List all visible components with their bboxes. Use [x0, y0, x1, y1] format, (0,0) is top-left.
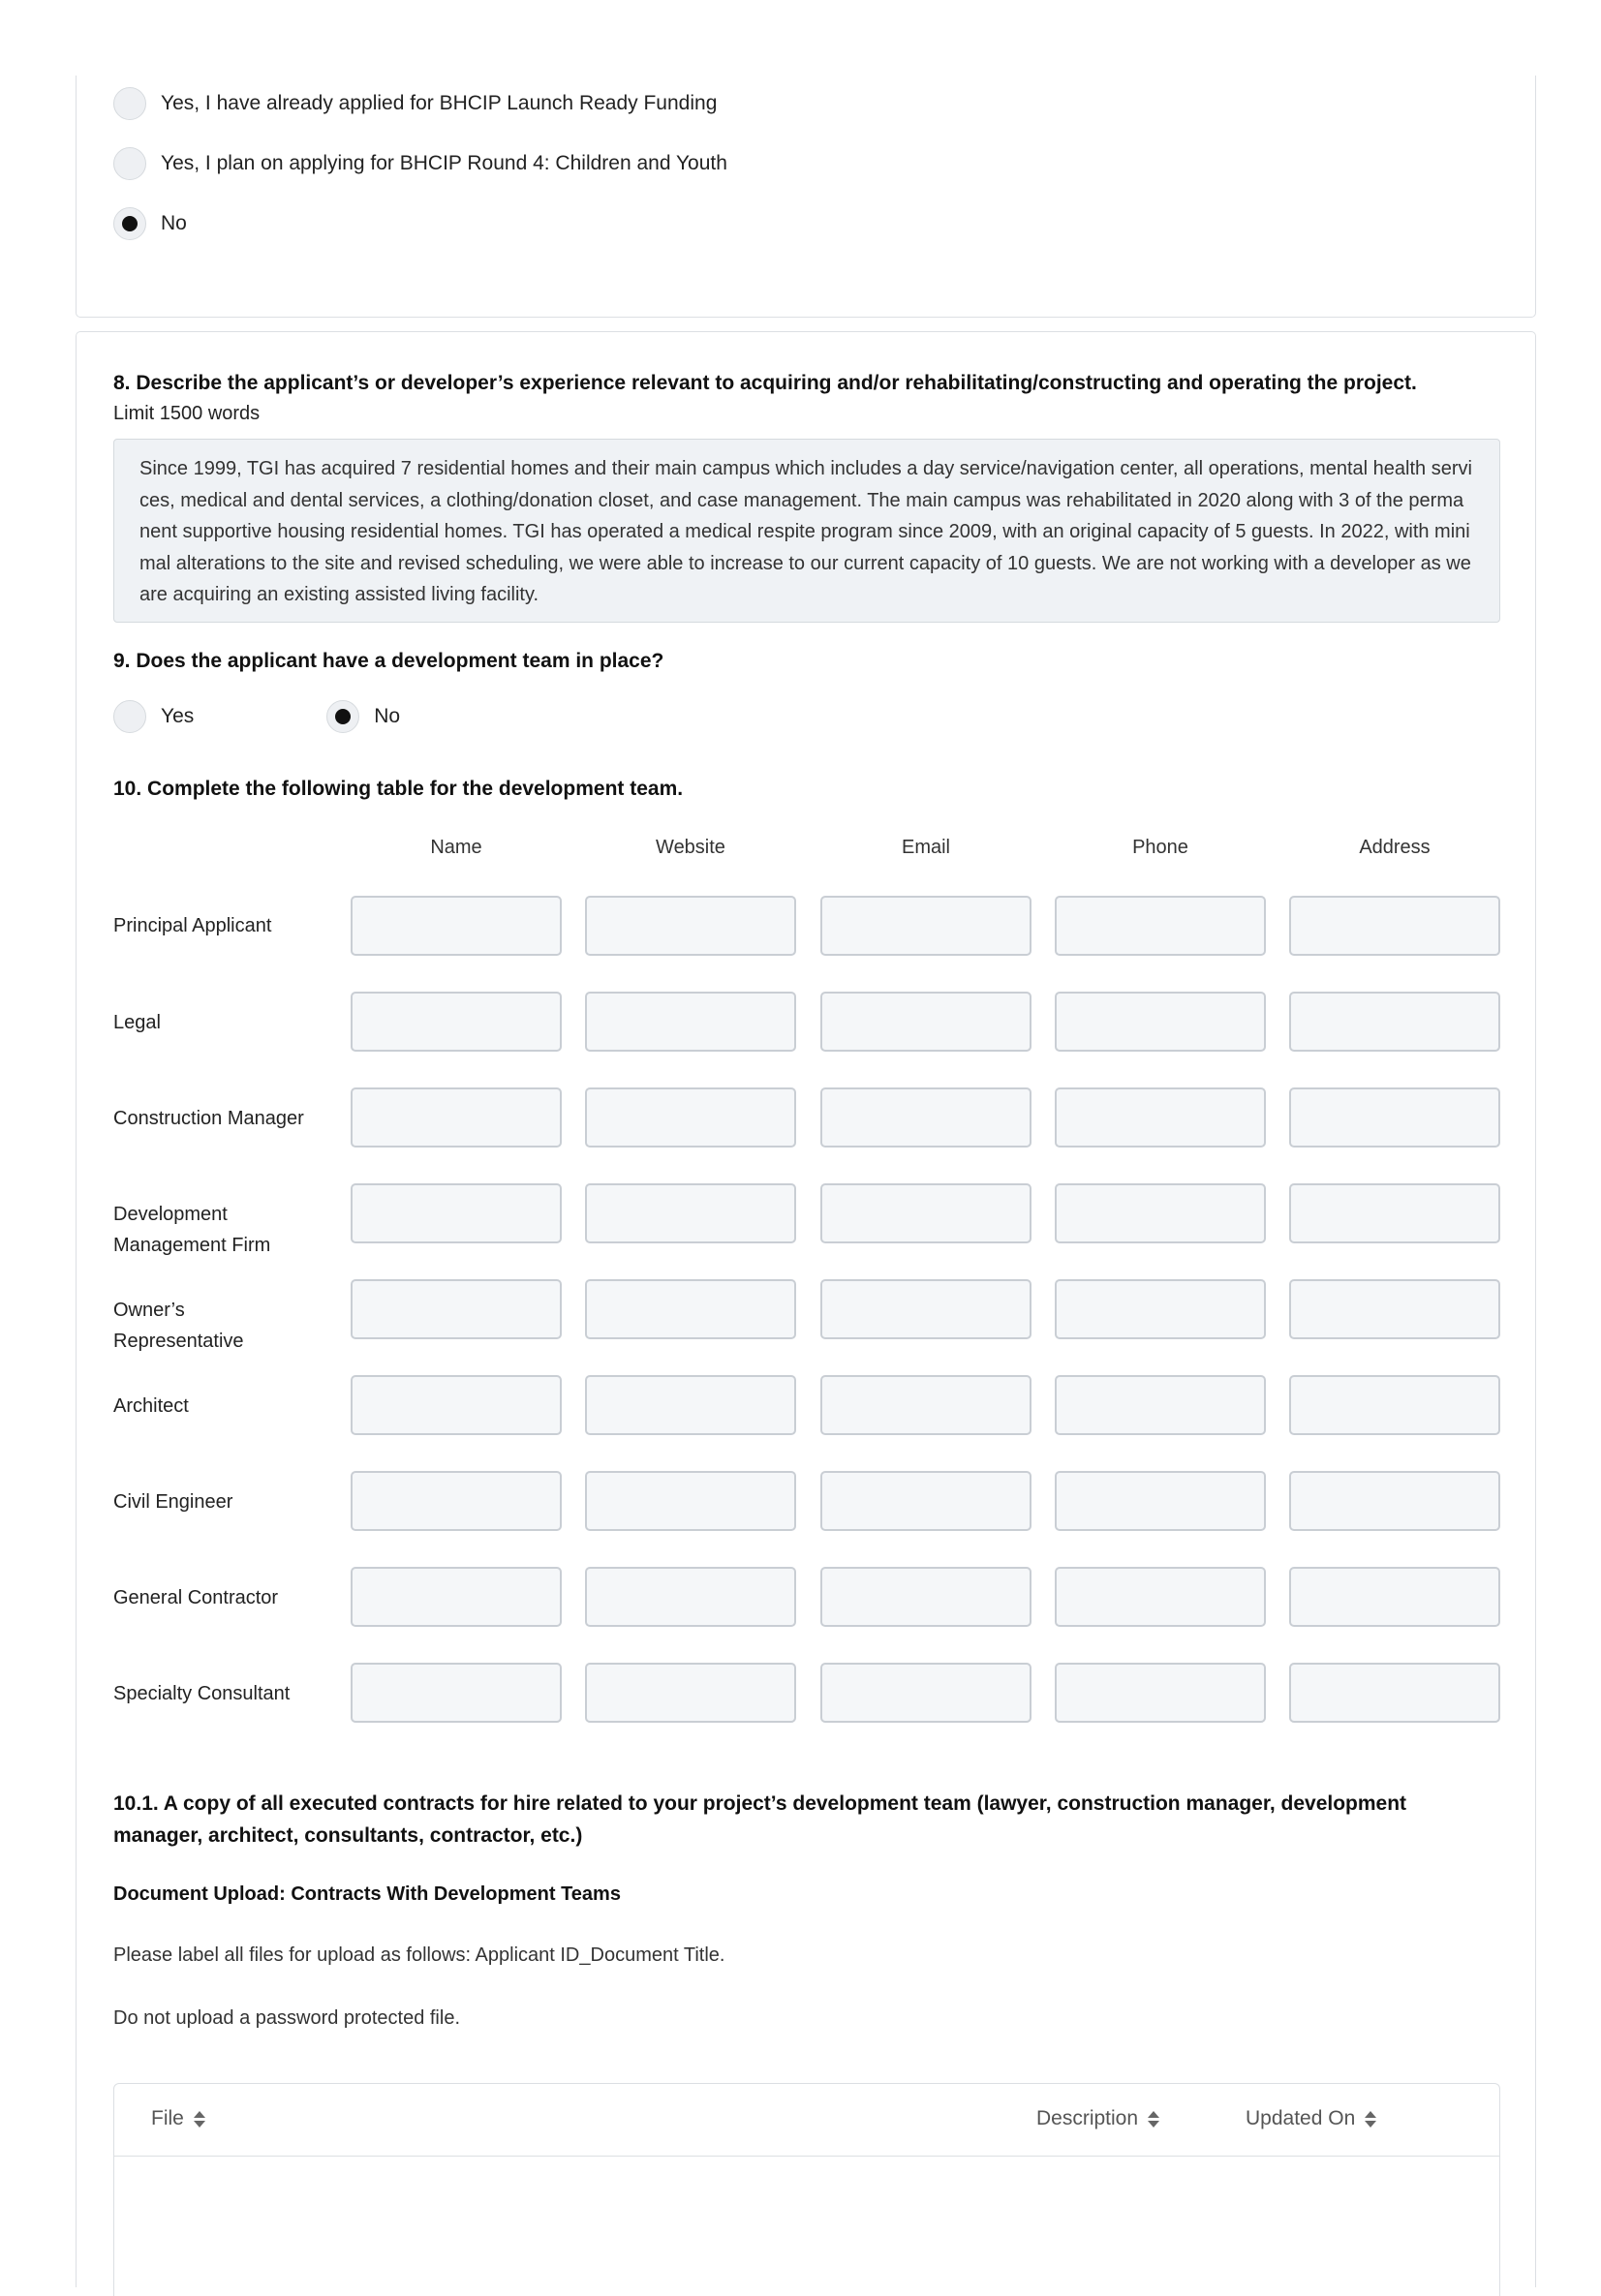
q8-answer-textarea[interactable]: Since 1999, TGI has acquired 7 residential homes and their main campus which includes a day service/navigation center, all operations, mental health services, medical and dental services, a clothing/donation closet, and case management. The main campus was rehabilitated in 2020 along with 3 of the permanent supportive housing residential homes. TGI has operated a medical respite program since 2009, with an original capacity of 5 guests. In 2022, with minimal alterations to the site and revised scheduling, we were able to increase to our current capacity of 10 guests. We are not working with a developer as we are acquiring an existing assisted living facility. — [113, 439, 1500, 623]
q8-title: 8. Describe the applicant’s or developer’s experience relevant to acquiring and/or rehabilitating/constructing and operating the project. — [113, 372, 1417, 394]
radio-button-selected[interactable] — [326, 700, 359, 733]
address-input[interactable] — [1289, 1183, 1500, 1243]
column-header-address: Address — [1359, 837, 1431, 858]
phone-input[interactable] — [1055, 1471, 1266, 1531]
column-header-website: Website — [656, 837, 725, 858]
q9-radio-group — [113, 700, 400, 733]
q8-word-limit: Limit 1500 words — [113, 403, 261, 424]
name-input[interactable] — [351, 1471, 562, 1531]
phone-input[interactable] — [1055, 1375, 1266, 1435]
name-input[interactable] — [351, 1087, 562, 1148]
email-input[interactable] — [820, 1375, 1031, 1435]
row-label-specialty-consultant: Specialty Consultant — [113, 1683, 291, 1704]
sort-icon[interactable] — [1148, 2111, 1159, 2128]
column-header-email: Email — [901, 837, 950, 858]
website-input[interactable] — [585, 1183, 796, 1243]
website-input[interactable] — [585, 896, 796, 956]
website-input[interactable] — [585, 1375, 796, 1435]
name-input[interactable] — [351, 1663, 562, 1723]
description-column-header[interactable] — [1036, 2107, 1159, 2130]
uploaded-files-table — [113, 2083, 1500, 2296]
email-input[interactable] — [820, 992, 1031, 1052]
address-input[interactable] — [1289, 992, 1500, 1052]
radio-label: Yes — [161, 705, 195, 727]
name-input[interactable] — [351, 896, 562, 956]
radio-option-yes[interactable] — [113, 700, 194, 733]
website-input[interactable] — [585, 1471, 796, 1531]
email-input[interactable] — [820, 896, 1031, 956]
radio-button[interactable] — [113, 147, 146, 180]
address-input[interactable] — [1289, 1471, 1500, 1531]
radio-label: Yes, I have already applied for BHCIP Launch Ready Funding — [161, 92, 718, 114]
header-label: Description — [1036, 2107, 1139, 2129]
row-label-principal-applicant: Principal Applicant — [113, 915, 272, 936]
radio-button[interactable] — [113, 87, 146, 120]
row-label-legal: Legal — [113, 1012, 161, 1033]
name-input[interactable] — [351, 1375, 562, 1435]
radio-option-no[interactable] — [326, 700, 400, 733]
website-input[interactable] — [585, 992, 796, 1052]
radio-selected-dot — [122, 216, 138, 231]
phone-input[interactable] — [1055, 1567, 1266, 1627]
radio-option-applied-launch-ready[interactable] — [113, 87, 717, 120]
radio-option-no[interactable] — [113, 207, 187, 240]
header-label: Updated On — [1246, 2107, 1356, 2129]
row-label-owners-representative: Owner’s Representative — [113, 1300, 244, 1352]
address-input[interactable] — [1289, 1279, 1500, 1339]
phone-input[interactable] — [1055, 1279, 1266, 1339]
phone-input[interactable] — [1055, 992, 1266, 1052]
website-input[interactable] — [585, 1567, 796, 1627]
column-header-phone: Phone — [1132, 837, 1188, 858]
address-input[interactable] — [1289, 896, 1500, 956]
website-input[interactable] — [585, 1279, 796, 1339]
email-input[interactable] — [820, 1567, 1031, 1627]
phone-input[interactable] — [1055, 896, 1266, 956]
sort-icon[interactable] — [1365, 2111, 1376, 2128]
row-label-general-contractor: General Contractor — [113, 1587, 279, 1608]
row-label-construction-manager: Construction Manager — [113, 1108, 304, 1129]
updated-on-column-header[interactable] — [1246, 2107, 1376, 2130]
name-input[interactable] — [351, 992, 562, 1052]
address-input[interactable] — [1289, 1567, 1500, 1627]
document-upload-title: Document Upload: Contracts With Development Teams — [113, 1883, 621, 1905]
email-input[interactable] — [820, 1663, 1031, 1723]
previous-question-card — [76, 76, 1536, 318]
email-input[interactable] — [820, 1087, 1031, 1148]
email-input[interactable] — [820, 1471, 1031, 1531]
phone-input[interactable] — [1055, 1663, 1266, 1723]
name-input[interactable] — [351, 1567, 562, 1627]
header-label: File — [151, 2107, 184, 2129]
sort-icon[interactable] — [194, 2111, 205, 2128]
name-input[interactable] — [351, 1279, 562, 1339]
password-warning: Do not upload a password protected file. — [113, 2007, 460, 2029]
radio-label: Yes, I plan on applying for BHCIP Round 4: Children and Youth — [161, 152, 727, 174]
row-label-development-management-firm: Development Management Firm — [113, 1204, 271, 1256]
phone-input[interactable] — [1055, 1183, 1266, 1243]
address-input[interactable] — [1289, 1375, 1500, 1435]
website-input[interactable] — [585, 1663, 796, 1723]
email-input[interactable] — [820, 1183, 1031, 1243]
radio-button-selected[interactable] — [113, 207, 146, 240]
row-label-civil-engineer: Civil Engineer — [113, 1491, 233, 1513]
q10-title: 10. Complete the following table for the development team. — [113, 778, 684, 800]
q9-title: 9. Does the applicant have a development team in place? — [113, 650, 664, 672]
radio-option-plan-round-4[interactable] — [113, 147, 727, 180]
radio-button[interactable] — [113, 700, 146, 733]
q10-1-title: 10.1. A copy of all executed contracts for hire related to your project’s development team (lawyer, construction manager, development manager, architect, consultants, contractor, etc.) — [113, 1792, 1407, 1847]
email-input[interactable] — [820, 1279, 1031, 1339]
website-input[interactable] — [585, 1087, 796, 1148]
development-team-card — [76, 331, 1536, 2287]
radio-label: No — [161, 212, 187, 234]
phone-input[interactable] — [1055, 1087, 1266, 1148]
file-table-header — [114, 2084, 1499, 2157]
column-header-name: Name — [430, 837, 482, 858]
file-column-header[interactable] — [151, 2107, 205, 2130]
row-label-architect: Architect — [113, 1395, 189, 1417]
name-input[interactable] — [351, 1183, 562, 1243]
address-input[interactable] — [1289, 1663, 1500, 1723]
file-label-instruction: Please label all files for upload as follows: Applicant ID_Document Title. — [113, 1944, 725, 1966]
radio-selected-dot — [335, 709, 351, 724]
radio-label: No — [374, 705, 401, 727]
address-input[interactable] — [1289, 1087, 1500, 1148]
